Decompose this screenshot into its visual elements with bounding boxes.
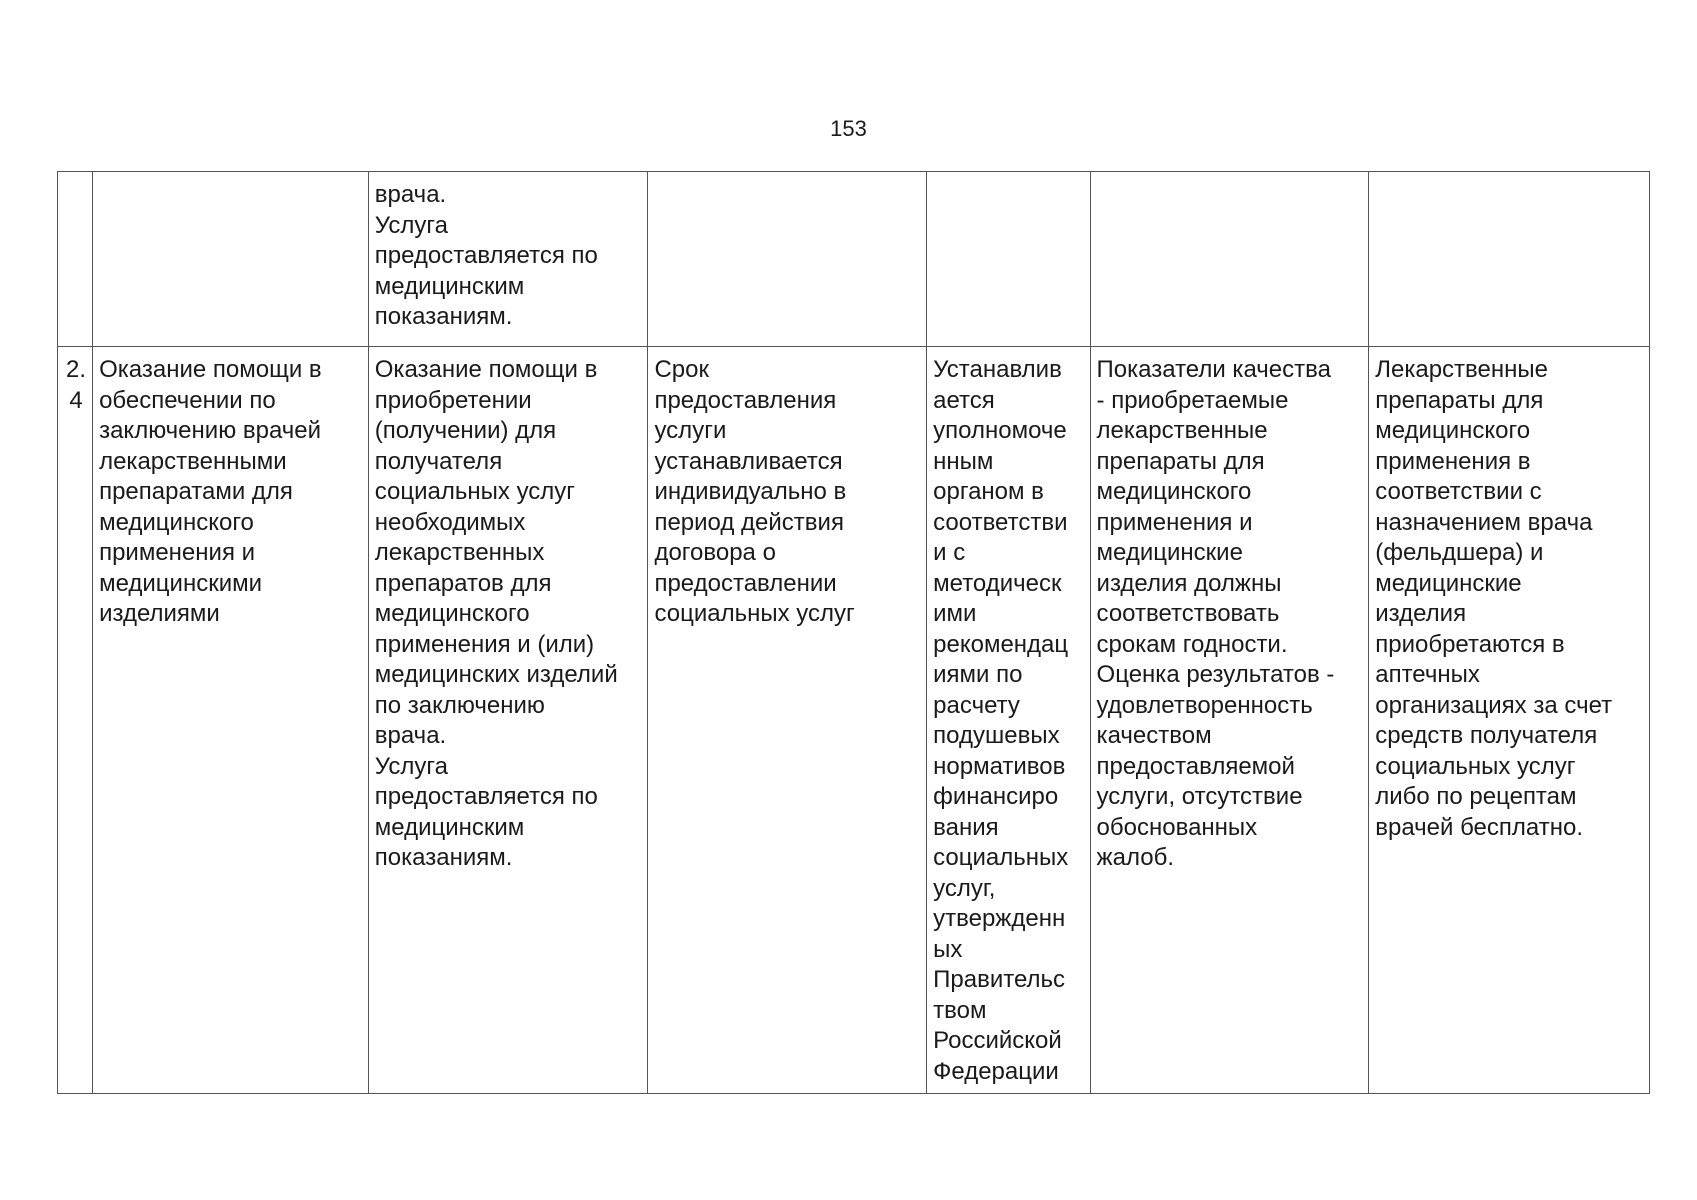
cell-text-line: услуги, отсутствие <box>1096 783 1303 810</box>
cell-text-line: заключению врачей <box>99 417 322 444</box>
cell-text-line: получателя <box>374 447 503 475</box>
cell-text-line: социальных услуг <box>374 478 576 505</box>
cell-text-line: соответствии с <box>1375 478 1542 505</box>
cell-text-line: предоставлении <box>654 569 837 597</box>
cell-text-line: Устанавлив <box>933 356 1062 383</box>
cell-text-line: изделия должны <box>1096 569 1282 597</box>
cell-text-line: (фельдшера) и <box>1375 539 1544 566</box>
cell-text-line: медицинского <box>1375 417 1531 444</box>
cell-per-capita-norms <box>927 347 1090 1094</box>
cell-text-line: Правительс <box>933 966 1066 993</box>
cell-text-line: ается <box>933 386 995 414</box>
cell-text-line: органом в <box>933 478 1044 505</box>
cell-text-line: период действия <box>654 508 844 536</box>
cell-text-line: необходимых <box>374 508 526 536</box>
cell-text-line: предоставляется по <box>374 783 598 810</box>
cell-text-line: применения и (или) <box>374 630 595 658</box>
cell-quality-indicators <box>1090 172 1369 347</box>
cell-text-line: препараты для <box>1375 386 1544 414</box>
cell-text-line: расчету <box>933 691 1020 719</box>
cell-text-line: Лекарственные <box>1375 356 1548 383</box>
cell-text-line: медицинского <box>99 508 254 536</box>
cell-text-line: Услуга <box>374 752 448 780</box>
cell-text-line: медицинскими <box>99 569 263 597</box>
cell-text-line: препараты для <box>1096 447 1265 475</box>
cell-text-line: предоставления <box>654 386 837 414</box>
cell-text-line: нормативов <box>933 752 1066 780</box>
cell-text-line: показаниям. <box>374 303 513 330</box>
cell-number <box>58 347 93 1094</box>
cell-text-line: приобретении <box>374 386 532 414</box>
cell-text-line: медицинские <box>1375 569 1522 597</box>
cell-text-line: Показатели качества <box>1096 356 1331 383</box>
cell-text-line: срокам годности. <box>1096 630 1288 658</box>
cell-text-line: применения и <box>99 539 256 566</box>
cell-text-line: показаниям. <box>374 844 513 871</box>
cell-text-line: врача. <box>374 181 447 208</box>
cell-text-line: врачей бесплатно. <box>1375 813 1583 841</box>
cell-service-description <box>368 347 648 1094</box>
cell-text-line: препаратами для <box>99 478 293 505</box>
cell-text-line: предоставляемой <box>1096 752 1295 780</box>
cell-text-line: твом <box>933 996 987 1024</box>
cell-service-term <box>648 172 927 347</box>
cell-text-line: медицинские <box>1096 539 1243 566</box>
cell-text-line: медицинского <box>1096 478 1252 505</box>
cell-text-line: Оказание помощи в <box>374 356 598 383</box>
cell-text-line: ых <box>933 935 963 963</box>
cell-text-line: по заключению <box>374 691 545 719</box>
cell-text-line: (получении) для <box>374 417 557 444</box>
cell-service-name <box>93 172 369 347</box>
cell-text-line: применения в <box>1375 447 1531 475</box>
cell-text-line: 4 <box>69 386 83 414</box>
cell-text-line: жалоб. <box>1096 844 1174 871</box>
cell-text-line: Федерации <box>933 1057 1059 1085</box>
cell-service-conditions <box>1369 172 1650 347</box>
cell-text-line: и с <box>933 539 966 566</box>
cell-text-line: финансиро <box>933 783 1059 810</box>
cell-text-line: нным <box>933 447 994 475</box>
cell-text-line: аптечных <box>1375 661 1480 688</box>
cell-text-line: Оказание помощи в <box>99 356 322 383</box>
cell-text-line: Услуга <box>374 211 448 239</box>
cell-text-line: устанавливается <box>654 447 843 475</box>
cell-text-line: лекарственных <box>374 539 545 566</box>
cell-text-line: изделия <box>1375 600 1467 627</box>
cell-text-line: вания <box>933 813 999 841</box>
cell-text-line: назначением врача <box>1375 508 1593 536</box>
cell-text-line: обоснованных <box>1096 813 1258 841</box>
cell-text-line: врача. <box>374 722 447 749</box>
cell-service-description <box>368 172 648 347</box>
cell-text-line: подушевых <box>933 722 1060 749</box>
cell-text-line: социальных услуг <box>1375 752 1576 780</box>
cell-text-line: предоставляется по <box>374 242 598 269</box>
cell-text-line: средств получателя <box>1375 722 1598 749</box>
cell-text-line: рекомендац <box>933 630 1069 658</box>
cell-text-line: Российской <box>933 1027 1062 1054</box>
cell-text-line: организациях за счет <box>1375 691 1613 719</box>
cell-text-line: изделиями <box>99 600 220 627</box>
cell-text-line: ими <box>933 600 977 627</box>
page-number: 153 <box>830 116 867 141</box>
cell-text-line: либо по рецептам <box>1375 783 1577 810</box>
cell-text-line: медицинским <box>374 272 525 300</box>
cell-text-line: удовлетворенность <box>1096 691 1313 719</box>
cell-text-line: 2. <box>66 356 87 383</box>
cell-text-line: Оценка результатов - <box>1096 661 1335 688</box>
cell-text-line: лекарственные <box>1096 417 1268 444</box>
cell-text-line: Срок <box>654 356 709 383</box>
cell-text-line: иями по <box>933 661 1023 688</box>
cell-text-line: качеством <box>1096 722 1212 749</box>
cell-text-line: лекарственными <box>99 447 287 475</box>
cell-text-line: - приобретаемые <box>1096 386 1289 414</box>
cell-text-line: медицинским <box>374 813 525 841</box>
table-row <box>58 347 1650 1094</box>
cell-text-line: соответстви <box>933 508 1068 536</box>
services-table <box>57 171 1650 1094</box>
cell-text-line: индивидуально в <box>654 478 847 505</box>
cell-text-line: препаратов для <box>374 569 552 597</box>
cell-text-line: применения и <box>1096 508 1253 536</box>
cell-text-line: соответствовать <box>1096 600 1280 627</box>
cell-text-line: услуги <box>654 417 727 444</box>
cell-text-line: уполномоче <box>933 417 1067 444</box>
table-row <box>58 172 1650 347</box>
cell-text-line: услуг, <box>933 874 996 902</box>
cell-text-line: социальных <box>933 844 1069 871</box>
cell-text-line: утвержденн <box>933 905 1066 932</box>
cell-text-line: договора о <box>654 539 776 566</box>
cell-service-conditions <box>1369 347 1650 1094</box>
cell-number <box>58 172 93 347</box>
cell-text-line: социальных услуг <box>654 600 855 627</box>
cell-text-line: медицинского <box>374 600 530 627</box>
cell-text-line: обеспечении по <box>99 386 276 414</box>
cell-service-term <box>648 347 927 1094</box>
cell-per-capita-norms <box>927 172 1090 347</box>
cell-quality-indicators <box>1090 347 1369 1094</box>
cell-text-line: медицинских изделий <box>374 661 618 688</box>
cell-service-name <box>93 347 369 1094</box>
cell-text-line: приобретаются в <box>1375 630 1565 658</box>
cell-text-line: методическ <box>933 569 1062 597</box>
